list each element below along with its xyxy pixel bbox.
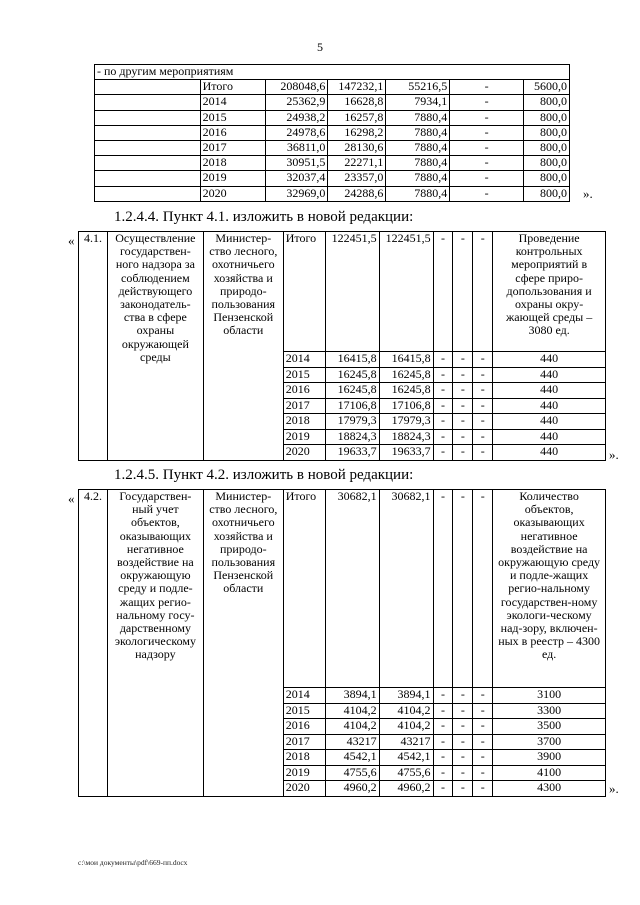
row-label: 2014 — [200, 95, 266, 110]
indicator-value: 4100 — [493, 765, 606, 781]
federal-value: - — [433, 688, 453, 704]
table-row — [95, 171, 570, 186]
blank-cell — [95, 125, 201, 140]
total-value: 24978,6 — [266, 125, 328, 140]
regional-value: 7880,4 — [386, 156, 450, 171]
row-label: 2015 — [200, 110, 266, 125]
local-value: - — [453, 734, 473, 750]
local-value: - — [453, 703, 473, 719]
indicator-value: 440 — [493, 429, 606, 445]
indicator-value: 440 — [493, 414, 606, 430]
local-value: - — [453, 765, 473, 781]
total-value: 18824,3 — [325, 429, 379, 445]
other-value: - — [473, 734, 493, 750]
total-value: 4960,2 — [325, 781, 379, 797]
indicator-value: 440 — [493, 383, 606, 399]
opening-quote: « — [68, 491, 75, 506]
row-label: 2015 — [283, 703, 325, 719]
other-value: - — [473, 445, 493, 461]
federal-value: 28130,6 — [328, 140, 386, 155]
blank-cell — [95, 95, 201, 110]
regional-value: 43217 — [379, 734, 433, 750]
regional-value: 18824,3 — [379, 429, 433, 445]
row-label: 2019 — [283, 765, 325, 781]
table-caption: - по другим мероприятиям — [95, 65, 570, 80]
row-label: 2018 — [200, 156, 266, 171]
other-value: - — [473, 688, 493, 704]
regional-value: 55216,5 — [386, 80, 450, 95]
closing-quote: ». — [609, 447, 619, 462]
regional-value: 3894,1 — [379, 688, 433, 704]
total-value: 16245,8 — [325, 383, 379, 399]
blank-cell — [95, 80, 201, 95]
federal-value: - — [433, 490, 453, 688]
local-value: - — [453, 688, 473, 704]
total-value: 24938,2 — [266, 110, 328, 125]
regional-value: 7880,4 — [386, 171, 450, 186]
total-value: 16245,8 — [325, 367, 379, 383]
other-value: 800,0 — [523, 156, 569, 171]
table-item-4-1 — [78, 231, 606, 461]
federal-value: - — [433, 352, 453, 368]
local-value: - — [453, 429, 473, 445]
local-value: - — [453, 719, 473, 735]
indicator-value: 3900 — [493, 750, 606, 766]
other-value: - — [473, 719, 493, 735]
row-label: 2015 — [283, 367, 325, 383]
row-label: 2017 — [283, 734, 325, 750]
regional-value: 7880,4 — [386, 186, 450, 201]
federal-value: 16628,8 — [328, 95, 386, 110]
opening-quote: « — [68, 233, 75, 248]
regional-value: 19633,7 — [379, 445, 433, 461]
item-number: 4.2. — [79, 490, 108, 797]
total-value: 30951,5 — [266, 156, 328, 171]
local-value: - — [453, 445, 473, 461]
other-value: - — [473, 232, 493, 352]
total-value: 4755,6 — [325, 765, 379, 781]
local-value: - — [453, 490, 473, 688]
table-row — [95, 156, 570, 171]
federal-value: - — [433, 429, 453, 445]
row-label: 2014 — [283, 352, 325, 368]
indicator-value: 440 — [493, 445, 606, 461]
other-value: 800,0 — [523, 140, 569, 155]
local-value: - — [453, 750, 473, 766]
federal-value: 147232,1 — [328, 80, 386, 95]
blank-cell — [95, 140, 201, 155]
item-number: 4.1. — [79, 232, 108, 461]
total-value: 25362,9 — [266, 95, 328, 110]
activity-name: Осуществление государствен-ного надзора за соблюдением действующего законодатель-ства в сфере охраны окружающей среды — [107, 232, 203, 461]
indicator-value: 3500 — [493, 719, 606, 735]
section-heading-4-2: 1.2.4.5. Пункт 4.2. изложить в новой редакции: — [114, 467, 414, 483]
regional-value: 7880,4 — [386, 140, 450, 155]
federal-value: 23357,0 — [328, 171, 386, 186]
closing-quote: ». — [583, 186, 593, 201]
row-label: 2018 — [283, 750, 325, 766]
row-label: 2016 — [200, 125, 266, 140]
regional-value: 4104,2 — [379, 719, 433, 735]
blank-cell — [95, 171, 201, 186]
row-label: 2017 — [200, 140, 266, 155]
federal-value: - — [433, 703, 453, 719]
total-value: 208048,6 — [266, 80, 328, 95]
regional-value: 7934,1 — [386, 95, 450, 110]
other-value: - — [473, 750, 493, 766]
other-value: 800,0 — [523, 95, 569, 110]
total-value: 32037,4 — [266, 171, 328, 186]
regional-value: 17106,8 — [379, 398, 433, 414]
row-label: 2020 — [200, 186, 266, 201]
blank-cell — [95, 156, 201, 171]
total-value: 32969,0 — [266, 186, 328, 201]
other-value: 800,0 — [523, 125, 569, 140]
indicator-value: 3100 — [493, 688, 606, 704]
local-value: - — [453, 352, 473, 368]
table2-body — [79, 232, 606, 461]
table-item-4-2 — [78, 489, 606, 797]
federal-value: - — [433, 383, 453, 399]
total-value: 3894,1 — [325, 688, 379, 704]
indicator-value: 3700 — [493, 734, 606, 750]
indicator-value: 4300 — [493, 781, 606, 797]
table-row — [95, 80, 570, 95]
executor: Министер-ство лесного, охотничьего хозяйства и природо-пользования Пензенской области — [203, 232, 283, 461]
regional-value: 7880,4 — [386, 125, 450, 140]
federal-value: - — [433, 765, 453, 781]
federal-value: 24288,6 — [328, 186, 386, 201]
row-label: 2020 — [283, 781, 325, 797]
local-value: - — [450, 186, 524, 201]
total-value: 4542,1 — [325, 750, 379, 766]
row-label: 2016 — [283, 383, 325, 399]
total-value: 17106,8 — [325, 398, 379, 414]
local-value: - — [453, 398, 473, 414]
regional-value: 4755,6 — [379, 765, 433, 781]
row-label: 2019 — [200, 171, 266, 186]
local-value: - — [450, 140, 524, 155]
federal-value: 22271,1 — [328, 156, 386, 171]
local-value: - — [450, 110, 524, 125]
federal-value: - — [433, 750, 453, 766]
indicator-description: Количество объектов, оказывающих негативное воздействие на окружающую среду и подле-жащих регио-нальному государствен-ному экологи-ческому над-зору, включен-ных в реестр – 4300 ед. — [493, 490, 606, 688]
other-value: 800,0 — [523, 186, 569, 201]
local-value: - — [450, 171, 524, 186]
local-value: - — [450, 125, 524, 140]
row-label: Итого — [283, 232, 325, 352]
indicator-value: 440 — [493, 398, 606, 414]
table-row — [95, 186, 570, 201]
federal-value: - — [433, 414, 453, 430]
federal-value: 16257,8 — [328, 110, 386, 125]
local-value: - — [450, 80, 524, 95]
federal-value: - — [433, 367, 453, 383]
local-value: - — [450, 156, 524, 171]
section-heading-4-1: 1.2.4.4. Пункт 4.1. изложить в новой редакции: — [114, 209, 414, 225]
federal-value: 16298,2 — [328, 125, 386, 140]
blank-cell — [95, 110, 201, 125]
table-row — [95, 95, 570, 110]
regional-value: 17979,3 — [379, 414, 433, 430]
indicator-value: 440 — [493, 367, 606, 383]
local-value: - — [450, 95, 524, 110]
row-label: 2020 — [283, 445, 325, 461]
regional-value: 16415,8 — [379, 352, 433, 368]
other-value: - — [473, 703, 493, 719]
table-row — [79, 490, 606, 688]
row-label: Итого — [283, 490, 325, 688]
other-value: - — [473, 781, 493, 797]
other-value: 5600,0 — [523, 80, 569, 95]
table-other-activities — [94, 64, 570, 202]
indicator-value: 440 — [493, 352, 606, 368]
other-value: - — [473, 490, 493, 688]
local-value: - — [453, 414, 473, 430]
local-value: - — [453, 383, 473, 399]
federal-value: - — [433, 398, 453, 414]
other-value: - — [473, 765, 493, 781]
other-value: - — [473, 367, 493, 383]
closing-quote: ». — [609, 781, 619, 796]
local-value: - — [453, 367, 473, 383]
regional-value: 16245,8 — [379, 383, 433, 399]
other-value: - — [473, 429, 493, 445]
table-row — [95, 125, 570, 140]
executor: Министер-ство лесного, охотничьего хозяйства и природо-пользования Пензенской области — [203, 490, 283, 797]
other-value: 800,0 — [523, 171, 569, 186]
federal-value: - — [433, 734, 453, 750]
other-value: - — [473, 398, 493, 414]
footer-file-path: c:\мои документы\pdf\669-пп.docx — [78, 858, 188, 867]
blank-cell — [95, 186, 201, 201]
table-row — [79, 232, 606, 352]
federal-value: - — [433, 445, 453, 461]
regional-value: 4104,2 — [379, 703, 433, 719]
regional-value: 4960,2 — [379, 781, 433, 797]
table3-body — [79, 490, 606, 797]
total-value: 4104,2 — [325, 703, 379, 719]
page-number: 5 — [317, 40, 323, 54]
row-label: 2014 — [283, 688, 325, 704]
regional-value: 16245,8 — [379, 367, 433, 383]
other-value: - — [473, 414, 493, 430]
regional-value: 4542,1 — [379, 750, 433, 766]
total-value: 30682,1 — [325, 490, 379, 688]
row-label: 2019 — [283, 429, 325, 445]
indicator-value: 3300 — [493, 703, 606, 719]
row-label: 2018 — [283, 414, 325, 430]
federal-value: - — [433, 719, 453, 735]
activity-name: Государствен-ный учет объектов, оказывающих негативное воздействие на окружающую среду и подле-жащих регио-нальному госу-дарственному экологическому надзору — [107, 490, 203, 797]
local-value: - — [453, 232, 473, 352]
federal-value: - — [433, 781, 453, 797]
local-value: - — [453, 781, 473, 797]
federal-value: - — [433, 232, 453, 352]
other-value: 800,0 — [523, 110, 569, 125]
regional-value: 7880,4 — [386, 110, 450, 125]
other-value: - — [473, 383, 493, 399]
total-value: 4104,2 — [325, 719, 379, 735]
table1-body — [95, 80, 570, 202]
total-value: 122451,5 — [325, 232, 379, 352]
table-row — [95, 140, 570, 155]
row-label: Итого — [200, 80, 266, 95]
total-value: 17979,3 — [325, 414, 379, 430]
total-value: 36811,0 — [266, 140, 328, 155]
table-row — [95, 110, 570, 125]
row-label: 2017 — [283, 398, 325, 414]
regional-value: 30682,1 — [379, 490, 433, 688]
row-label: 2016 — [283, 719, 325, 735]
total-value: 19633,7 — [325, 445, 379, 461]
other-value: - — [473, 352, 493, 368]
total-value: 43217 — [325, 734, 379, 750]
indicator-description: Проведение контрольных мероприятий в сфере приро-допользования и охраны окру-жающей среды – 3080 ед. — [493, 232, 606, 352]
total-value: 16415,8 — [325, 352, 379, 368]
regional-value: 122451,5 — [379, 232, 433, 352]
